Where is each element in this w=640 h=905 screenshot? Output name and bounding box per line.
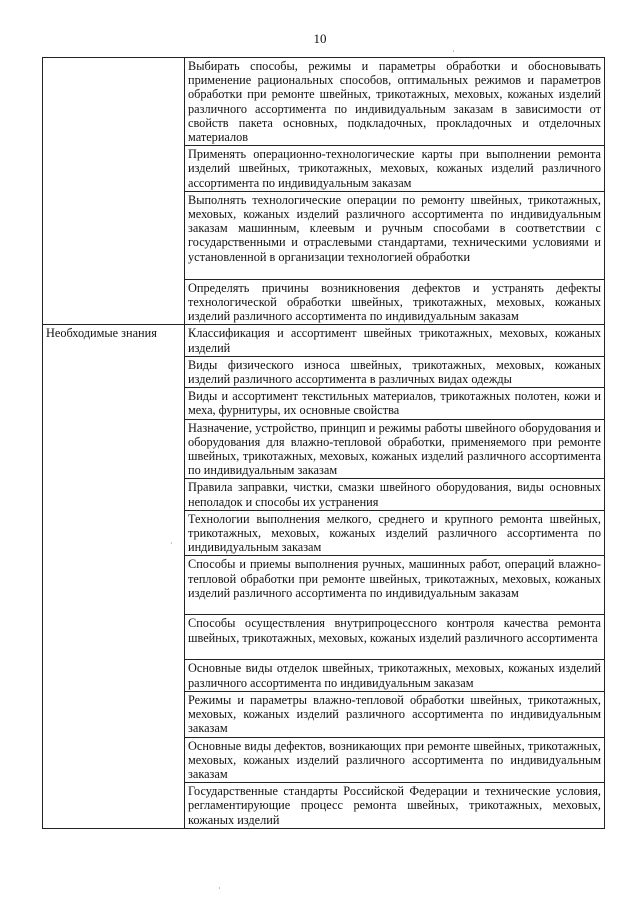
- competency-table: [42, 57, 605, 829]
- table-row: [43, 325, 605, 356]
- knowledge-cell: Основные виды дефектов, возникающих при ремонте швейных, трикотажных, меховых, кожаных изделий различного ассортимента по индивидуальным заказам: [185, 737, 605, 783]
- knowledge-cell: Способы и приемы выполнения ручных, машинных работ, операций влажно-тепловой обработки при ремонте швейных, трикотажных, меховых, кожаных изделий различного ассортимента по индивидуальным заказам: [185, 556, 605, 615]
- knowledge-cell: Технологии выполнения мелкого, среднего и крупного ремонта швейных, трикотажных, меховых, кожаных изделий различного ассортимента по индивидуальным заказам: [185, 510, 605, 556]
- skill-cell: Выбирать способы, режимы и параметры обработки и обосновывать применение рациональных способов, оптимальных режимов и параметров обработки при ремонте швейных, трикотажных, меховых, кожаных изделий различного ассортимента по индивидуальным заказам в зависимости от свойств пакета основных, подкладочных, прокладочных и отделочных материалов: [185, 58, 605, 146]
- skills-label-cell: [43, 58, 185, 325]
- knowledge-cell: Виды физического износа швейных, трикотажных, меховых, кожаных изделий различного ассортимента в различных видах одежды: [185, 356, 605, 387]
- scan-speck: ·: [170, 539, 173, 548]
- knowledge-cell: Назначение, устройство, принцип и режимы работы швейного оборудования и оборудования для влажно-тепловой обработки, применяемого при ремонте швейных, трикотажных, меховых, кожаных изделий различного ассортимента по индивидуальным заказам: [185, 419, 605, 479]
- knowledge-cell: Классификация и ассортимент швейных трикотажных, меховых, кожаных изделий: [185, 325, 605, 356]
- knowledge-cell: Режимы и параметры влажно-тепловой обработки швейных, трикотажных, меховых, кожаных изделий различного ассортимента по индивидуальным заказам: [185, 691, 605, 737]
- knowledge-cell: Государственные стандарты Российской Федерации и технические условия, регламентирующие процесс ремонта швейных, трикотажных, меховых, кожаных изделий: [185, 783, 605, 829]
- knowledge-cell: Виды и ассортимент текстильных материалов, трикотажных полотен, кожи и меха, фурнитуры, их основные свойства: [185, 388, 605, 419]
- knowledge-cell: Способы осуществления внутрипроцессного контроля качества ремонта швейных, трикотажных, меховых, кожаных изделий различного ассортимента: [185, 615, 605, 660]
- scan-speck: ·: [218, 884, 221, 893]
- skill-cell: Определять причины возникновения дефектов и устранять дефекты технологической обработки швейных, трикотажных, меховых, кожаных изделий различного ассортимента по индивидуальным заказам: [185, 279, 605, 325]
- skill-cell: Выполнять технологические операции по ремонту швейных, трикотажных, меховых, кожаных изделий различного ассортимента по индивидуальным заказам машинным, клеевым и ручным способами в соответствии с государственными и отраслевыми стандартами, техническими условиями и установленной в организации технологией обработки: [185, 191, 605, 279]
- knowledge-label: Необходимые знания: [43, 325, 185, 828]
- skill-cell: Применять операционно-технологические карты при выполнении ремонта изделий швейных, трикотажных, меховых, кожаных изделий различного ассортимента по индивидуальным заказам: [185, 146, 605, 192]
- knowledge-cell: Основные виды отделок швейных, трикотажных, меховых, кожаных изделий различного ассортимента по индивидуальным заказам: [185, 660, 605, 691]
- table-row: [43, 58, 605, 146]
- knowledge-cell: Правила заправки, чистки, смазки швейного оборудования, виды основных неполадок и способы их устранения: [185, 479, 605, 510]
- scan-speck: ·: [452, 47, 455, 56]
- page-number: 10: [313, 31, 327, 46]
